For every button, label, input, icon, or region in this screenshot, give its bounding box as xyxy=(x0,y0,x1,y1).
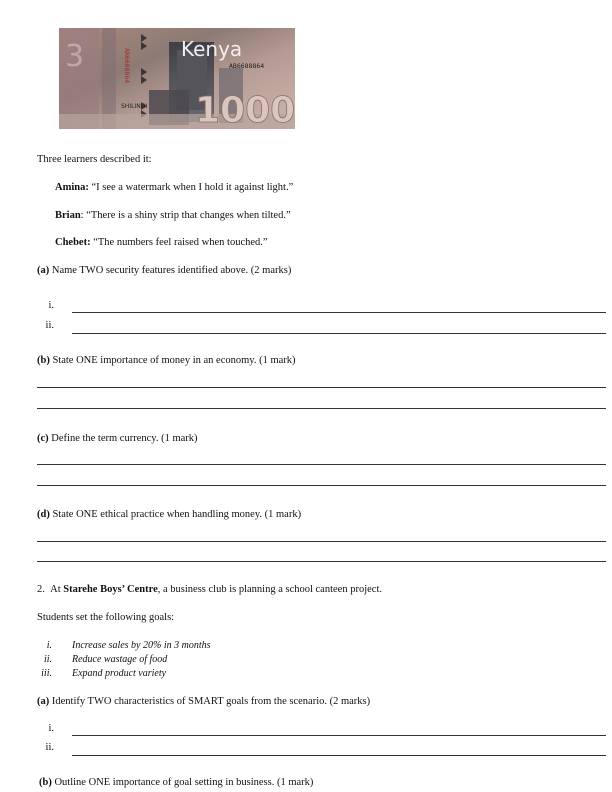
learner-brian xyxy=(55,210,291,221)
svg-text:SHILINGI: SHILINGI xyxy=(121,103,148,110)
question-label: (c) xyxy=(37,433,49,444)
svg-text:1000: 1000 xyxy=(195,90,295,129)
question-1b xyxy=(37,355,296,366)
svg-text:Kenya: Kenya xyxy=(181,37,243,61)
answer-line-1a-ii[interactable] xyxy=(72,333,606,334)
question-2a xyxy=(37,696,370,707)
answer-line-2a-ii[interactable] xyxy=(72,755,606,756)
banknote-vertical-serial xyxy=(123,48,131,83)
goal-item: Reduce wastage of food xyxy=(72,654,168,665)
answer-index-i: i. xyxy=(48,723,54,734)
banknote-serial-text xyxy=(229,62,264,70)
answer-index-ii: ii. xyxy=(45,320,54,331)
question-number: 2. xyxy=(37,584,45,595)
banknote-image xyxy=(59,28,295,129)
banknote-side-text xyxy=(121,103,147,110)
question-label: (b) xyxy=(37,355,50,366)
answer-line-2a-i[interactable] xyxy=(72,735,606,736)
learner-chebet xyxy=(55,237,268,248)
intro-text: Three learners described it: xyxy=(37,154,152,165)
answer-line-1c-2[interactable] xyxy=(37,485,606,486)
goal-item: Expand product variety xyxy=(72,668,167,679)
svg-text:AB6688864: AB6688864 xyxy=(123,48,131,84)
question-label: (a) xyxy=(37,265,50,276)
svg-text:AB6688864: AB6688864 xyxy=(229,62,265,70)
learner-quote: : “There is a shiny strip that changes when tilted.” xyxy=(80,210,291,221)
banknote-country-text xyxy=(181,37,242,61)
answer-line-1c-1[interactable] xyxy=(37,464,606,465)
goal-index-iii: iii. xyxy=(41,668,52,679)
answer-line-1d-2[interactable] xyxy=(37,561,606,562)
svg-text:3: 3 xyxy=(65,39,85,74)
question-1a xyxy=(37,265,291,276)
answer-line-1b-1[interactable] xyxy=(37,387,606,388)
question-text: State ONE importance of money in an economy. (1 mark) xyxy=(49,355,296,366)
question-2b xyxy=(39,777,313,788)
answer-line-1d-1[interactable] xyxy=(37,541,606,542)
question-text: Outline ONE importance of goal setting in business. (1 mark) xyxy=(51,777,314,788)
question-2 xyxy=(37,584,382,595)
answer-index-ii: ii. xyxy=(45,742,54,753)
question-text: State ONE ethical practice when handling money. (1 mark) xyxy=(49,509,302,520)
learner-amina xyxy=(55,182,293,193)
question-label: (d) xyxy=(37,509,50,520)
question-2-pre: At xyxy=(50,584,64,595)
question-text: Name TWO security features identified above. (2 marks) xyxy=(49,265,292,276)
learner-name: Chebet: xyxy=(55,237,91,248)
banknote-denomination xyxy=(195,90,295,129)
question-label: (b) xyxy=(39,777,52,788)
learner-quote: “I see a watermark when I hold it against light.” xyxy=(88,182,294,193)
goals-intro: Students set the following goals: xyxy=(37,612,175,623)
learner-quote: “The numbers feel raised when touched.” xyxy=(90,237,268,248)
question-text: Identify TWO characteristics of SMART goals from the scenario. (2 marks) xyxy=(49,696,371,707)
learner-name: Amina: xyxy=(55,182,89,193)
learner-name: Brian xyxy=(55,210,81,221)
question-text: Define the term currency. (1 mark) xyxy=(48,433,198,444)
question-2-post: , a business club is planning a school canteen project. xyxy=(157,584,382,595)
goal-index-i: i. xyxy=(46,640,52,651)
goal-item: Increase sales by 20% in 3 months xyxy=(72,640,211,651)
question-1c xyxy=(37,433,198,444)
question-label: (a) xyxy=(37,696,50,707)
answer-line-1b-2[interactable] xyxy=(37,408,606,409)
school-name: Starehe Boys’ Centre xyxy=(63,584,158,595)
question-1d xyxy=(37,509,301,520)
answer-index-i: i. xyxy=(48,300,54,311)
goal-index-ii: ii. xyxy=(43,654,52,665)
answer-line-1a-i[interactable] xyxy=(72,312,606,313)
